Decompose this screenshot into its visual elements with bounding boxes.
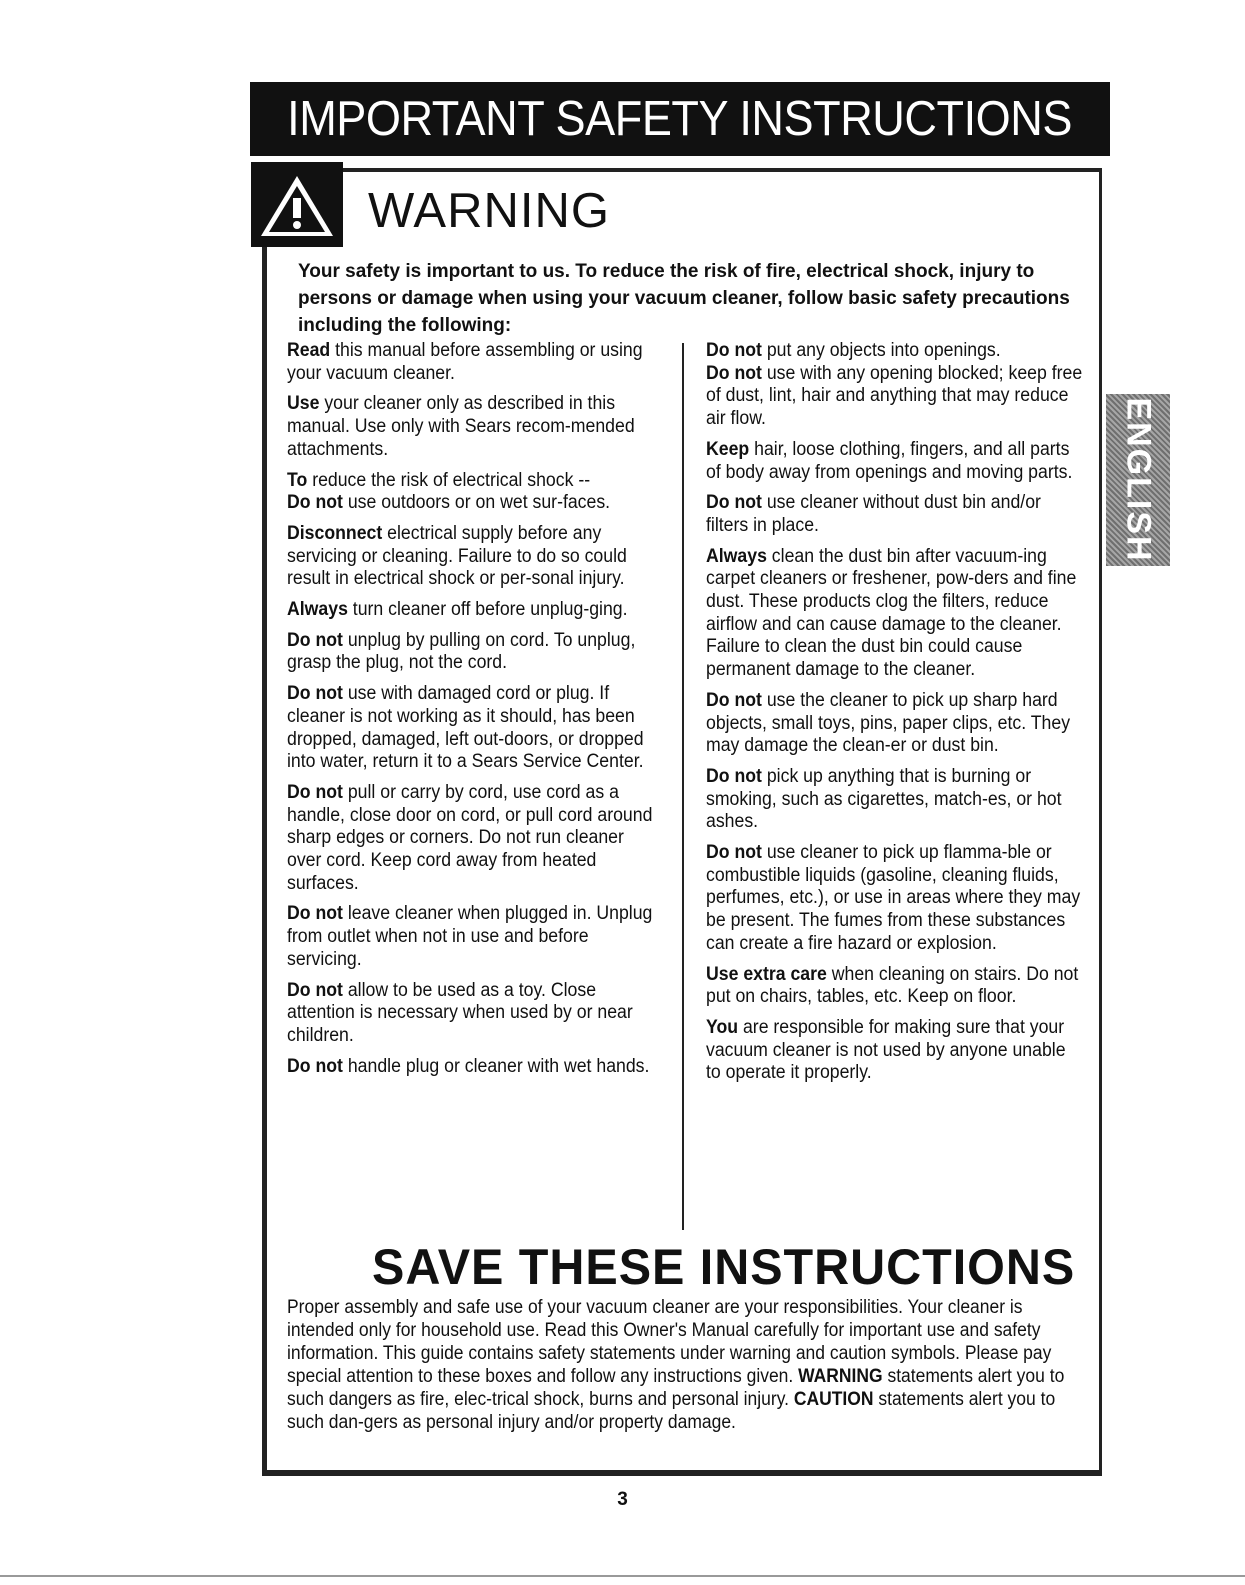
- list-item: Do not use the cleaner to pick up sharp hard objects, small toys, pins, paper clips, etc. They may damage the clean-er or dust bin.: [706, 689, 1071, 757]
- list-item: You are responsible for making sure that your vacuum cleaner is not used by anyone unable to operate it properly.: [706, 1016, 1066, 1084]
- list-item: Do not use with damaged cord or plug. If cleaner is not working as it should, has been dropped, damaged, left out-doors, or dropped into water, return it to a Sears Service Center.: [287, 683, 644, 773]
- closing-paragraph: Proper assembly and safe use of your vacuum cleaner are your responsibilities. Your cleaner is intended only for household use. Read this Owner's Manual carefully for important use and safety information. This guide contains safety statements under warning and caution symbols. Please pay special attention to these boxes and follow any instructions given. WARNING statements alert you to such dangers as fire, elec-trical shock, burns and personal injury. CAUTION statements alert you to such dan-gers as personal injury and/or property damage.: [287, 1297, 1065, 1433]
- page-number: 3: [617, 1489, 628, 1510]
- list-item: Do not leave cleaner when plugged in. Unplug from outlet when not in use and before servicing.: [287, 903, 653, 970]
- right-column: [706, 340, 1083, 1093]
- left-column: [287, 340, 659, 1086]
- language-tab-label: ENGLISH: [1119, 397, 1158, 563]
- list-item: Do not put any objects into openings. Do not use with any opening blocked; keep free of dust, lint, hair and anything that may reduce air flow.: [706, 340, 1083, 430]
- page-title: IMPORTANT SAFETY INSTRUCTIONS: [287, 92, 1073, 146]
- warning-heading: WARNING: [368, 184, 610, 238]
- title-banner: [250, 82, 1110, 156]
- warning-tab: [251, 162, 343, 247]
- list-item: To reduce the risk of electrical shock -- Do not use outdoors or on wet sur-faces.: [287, 469, 611, 514]
- list-item: Always turn cleaner off before unplug-ging.: [287, 599, 628, 621]
- warning-intro: Your safety is important to us. To reduce the risk of fire, electrical shock, injury to persons or damage when using your vacuum cleaner, follow basic safety precautions including the following:: [298, 261, 1070, 336]
- list-item: Disconnect electrical supply before any servicing or cleaning. Failure to do so could result in electrical shock or per-sonal injury.: [287, 522, 627, 590]
- list-item: Keep hair, loose clothing, fingers, and all parts of body away from openings and moving parts.: [706, 438, 1073, 483]
- list-item: Use extra care when cleaning on stairs. Do not put on chairs, tables, etc. Keep on floor.: [706, 963, 1079, 1008]
- list-item: Do not unplug by pulling on cord. To unplug, grasp the plug, not the cord.: [287, 629, 636, 674]
- save-instructions-heading: SAVE THESE INSTRUCTIONS: [372, 1239, 1076, 1295]
- list-item: Use your cleaner only as described in this manual. Use only with Sears recom-mended attachments.: [287, 393, 635, 460]
- list-item: Read this manual before assembling or using your vacuum cleaner.: [287, 340, 643, 384]
- list-item: Always clean the dust bin after vacuum-ing carpet cleaners or freshener, pow-ders and fine dust. These products clog the filters, reduce airflow and can cause damage to the cleaner. Failure to clean the dust bin could cause permanent damage to the cleaner.: [706, 545, 1077, 681]
- list-item: Do not allow to be used as a toy. Close attention is necessary when used by or near children.: [287, 979, 633, 1046]
- list-item: Do not pull or carry by cord, use cord as a handle, close door on cord, or pull cord around sharp edges or corners. Do not run cleaner over cord. Keep cord away from heated surfaces.: [287, 781, 653, 894]
- warning-triangle-icon: [257, 172, 337, 240]
- list-item: Do not use cleaner to pick up flamma-ble or combustible liquids (gasoline, cleaning fluids, perfumes, etc.), or use in areas where they may be present. The fumes from these substances can create a fire hazard or explosion.: [706, 842, 1081, 954]
- language-tab: [1106, 394, 1170, 566]
- list-item: Do not use cleaner without dust bin and/or filters in place.: [706, 492, 1041, 536]
- column-divider: [682, 343, 684, 1230]
- bottom-rule: [0, 1575, 1245, 1577]
- list-item: Do not handle plug or cleaner with wet hands.: [287, 1055, 650, 1077]
- list-item: Do not pick up anything that is burning or smoking, such as cigarettes, match-es, or hot ashes.: [706, 765, 1062, 833]
